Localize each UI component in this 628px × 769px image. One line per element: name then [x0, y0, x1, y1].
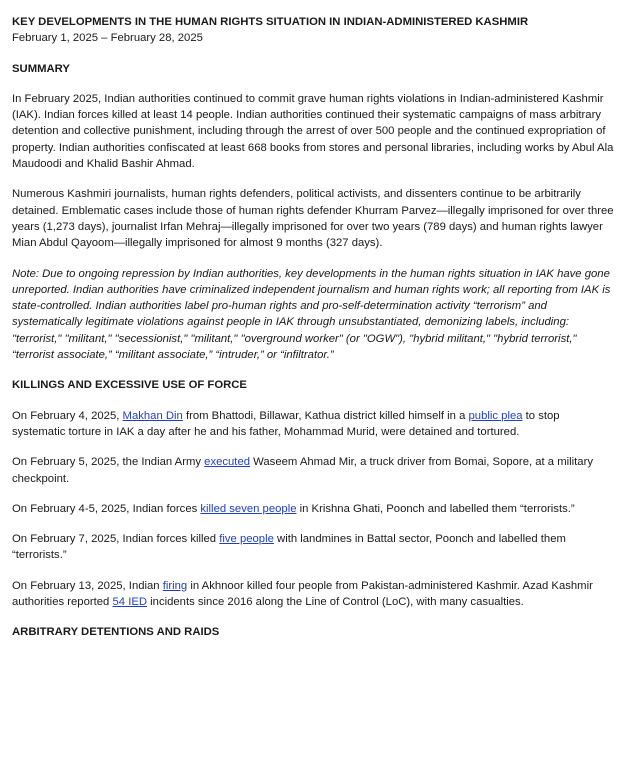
killing-entry-krishna-ghati [12, 501, 616, 517]
entry-text: On February 13, 2025, Indian [12, 579, 163, 592]
entry-text: with landmines in Battal sector, Poonch and labelled them “terrorists.” [12, 533, 566, 562]
public-plea-link[interactable]: public plea [468, 409, 523, 422]
killing-entry-waseem-ahmad-mir [12, 454, 616, 487]
executed-link[interactable]: executed [204, 456, 251, 469]
entry-text: from Bhattodi, Billawar, Kathua district killed himself in a [182, 409, 469, 422]
repression-note: Note: Due to ongoing repression by Indian authorities, key developments in the human rights situation in IAK have gone unreported. Indian authorities have criminalized independent journalism and human rights work; all reporting from IAK is state-controlled. Indian authorities label pro-human rights and pro-self-determination activity “terrorism” and systematically legitimate violations against people in IAK through unsubstantiated, demonizing labels, including: "terrorist," "militant," "secessionist," "militant," "overground worker" (or "OGW"), "hybrid militant," "hybrid terrorist," “terrorist associate,” “militant associate,” “intruder,” or “infiltrator.” [12, 267, 611, 362]
summary-paragraph-1: In February 2025, Indian authorities continued to commit grave human rights violations in Indian-administered Kashmir (IAK). Indian forces killed at least 14 people. Indian authorities continued their systematic campaigns of mass arbitrary detention and collective punishment, including through the arrest of over 500 people and the continued expropriation of property. Indian authorities confiscated at least 668 books from stores and personal libraries, including works by Abul Ala Maudoodi and Khalid Bashir Ahmad. [12, 92, 614, 171]
entry-text: incidents since 2016 along the Line of Control (LoC), with many casualties. [147, 596, 524, 609]
entry-text: Waseem Ahmad Mir, a truck driver from Bomai, Sopore, at a military checkpoint. [12, 456, 594, 485]
entry-text: On February 5, 2025, the Indian Army [12, 456, 205, 469]
section-heading-summary: SUMMARY [12, 62, 70, 75]
document-title: KEY DEVELOPMENTS IN THE HUMAN RIGHTS SITUATION IN INDIAN-ADMINISTERED KASHMIR [12, 16, 529, 28]
killing-entry-makhan-din [12, 408, 616, 441]
entry-text: On February 4, 2025, [12, 409, 123, 422]
killed-seven-people-link[interactable]: killed seven people [200, 502, 297, 515]
section-heading-detentions: ARBITRARY DETENTIONS AND RAIDS [12, 626, 220, 639]
summary-paragraph-2: Numerous Kashmiri journalists, human rights defenders, political activists, and dissenters continue to be arbitrarily detained. Emblematic cases include those of human rights defender Khurram Parvez—illegally imprisoned for over three years (1,273 days), journalist Irfan Mehraj—illegally imprisoned for over two years (789 days) and human rights lawyer Mian Abdul Qayoom—illegally imprisoned for almost 9 months (327 days). [12, 188, 614, 250]
five-people-link[interactable]: five people [219, 533, 274, 546]
killing-entry-akhnoor [12, 578, 616, 611]
entry-text: On February 7, 2025, Indian forces killed [12, 533, 220, 546]
entry-text: On February 4-5, 2025, Indian forces [12, 502, 201, 515]
date-range: February 1, 2025 – February 28, 2025 [12, 32, 203, 45]
section-heading-killings: KILLINGS AND EXCESSIVE USE OF FORCE [12, 379, 247, 392]
killing-entry-battal-sector [12, 531, 616, 564]
54-ied-link[interactable]: 54 IED [112, 596, 148, 609]
makhan-din-link[interactable]: Makhan Din [122, 409, 183, 422]
firing-link[interactable]: firing [162, 579, 188, 592]
entry-text: in Krishna Ghati, Poonch and labelled them “terrorists.” [296, 502, 575, 515]
entry-text: in Akhnoor killed four people from Pakistan-administered Kashmir. Azad Kashmir authorities reported [12, 579, 593, 609]
entry-text: to stop systematic torture in IAK a day after he and his father, Mohammad Murid, were detained and tortured. [12, 409, 560, 438]
